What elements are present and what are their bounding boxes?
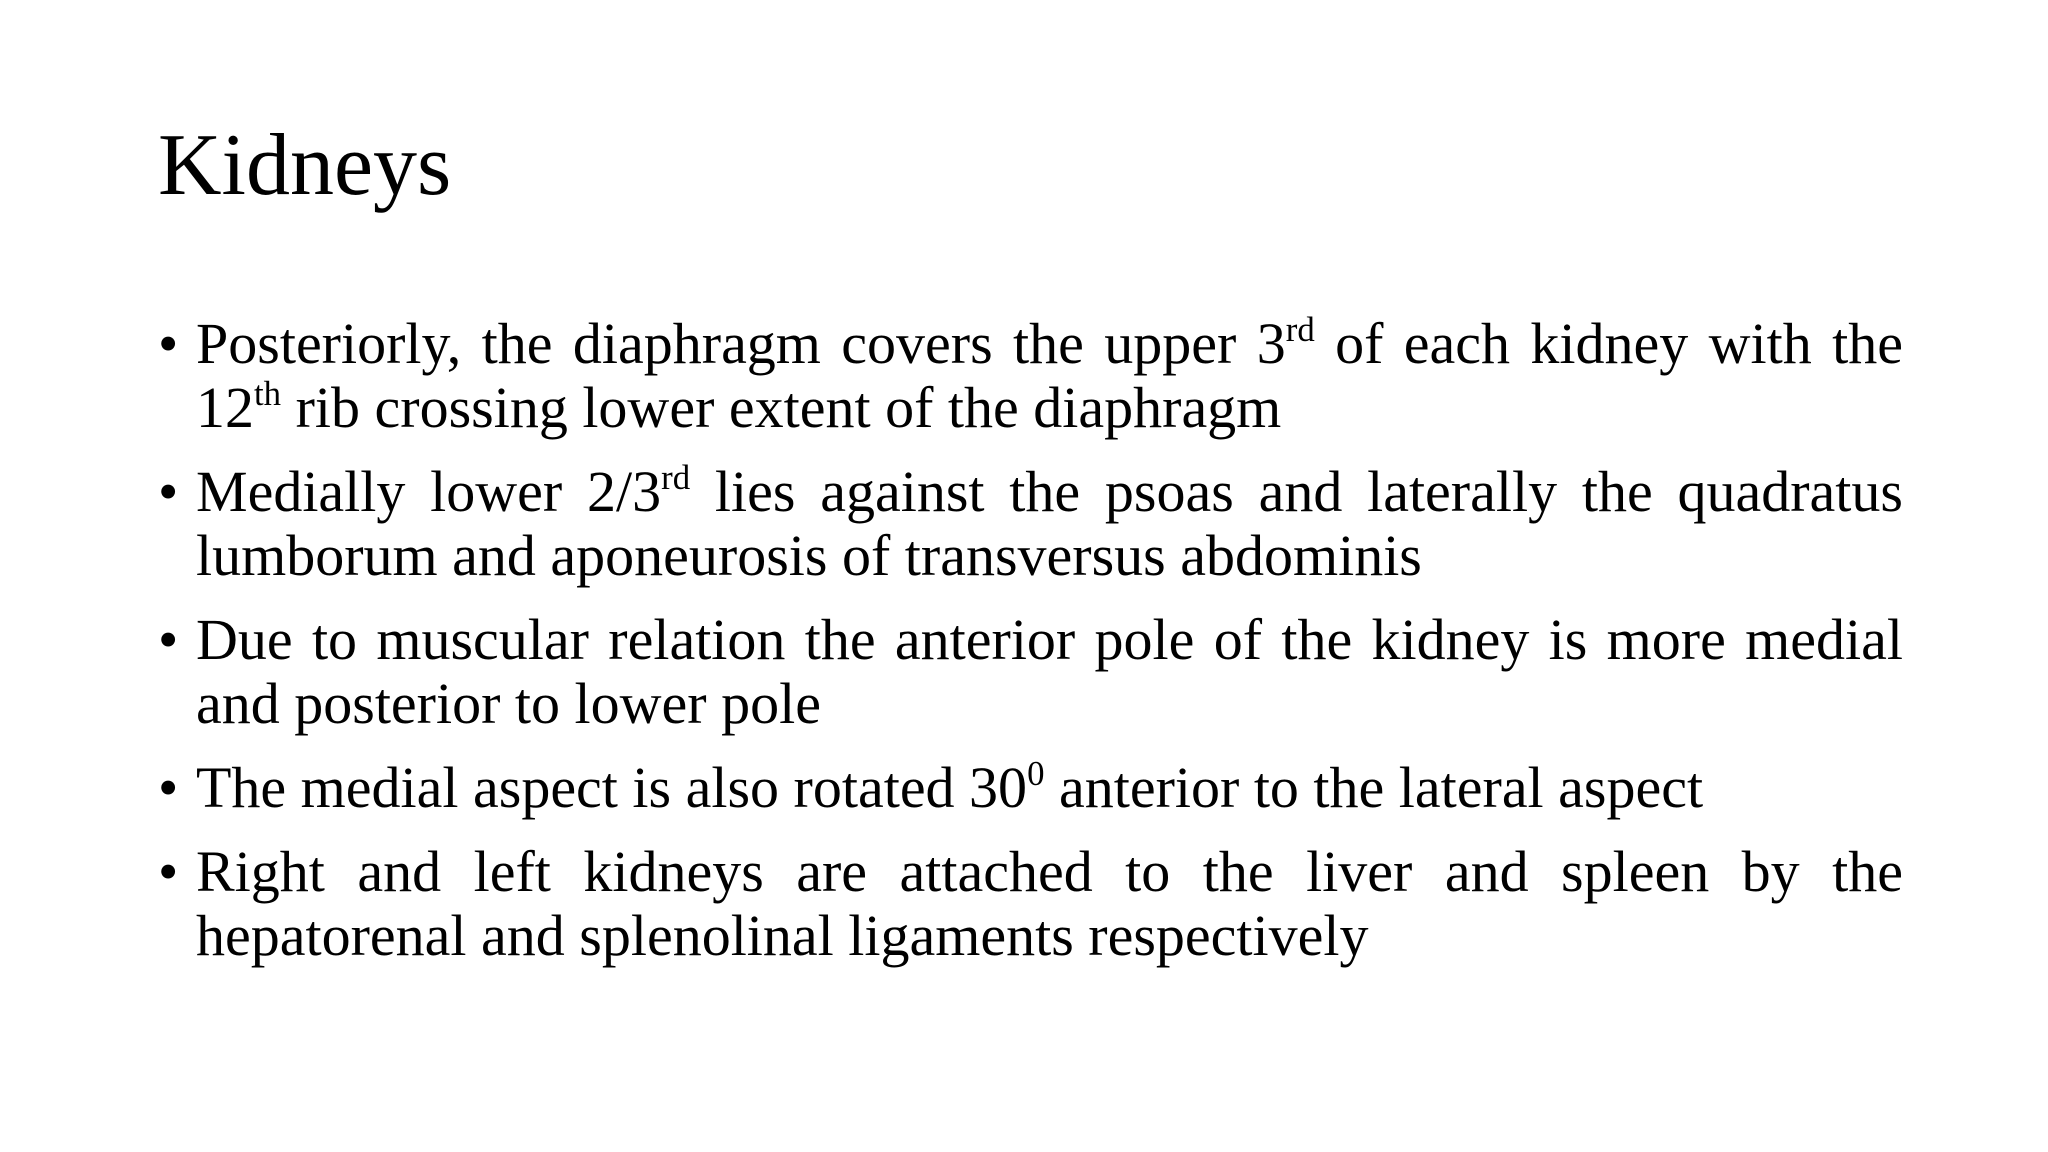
slide-title: Kidneys <box>158 117 452 214</box>
bullet-item <box>158 753 1903 820</box>
superscript: rd <box>1285 309 1315 349</box>
bullet-text-segment: The medial aspect is also rotated 30 <box>196 755 1028 820</box>
bullet-item <box>158 608 1903 736</box>
bullet-item <box>158 309 1904 440</box>
bullet-text-segment: of each kidney with the 12 <box>196 311 1904 440</box>
bullet-text-segment: Due to muscular relation the anterior pole of the kidney is more medial and posterior to lower pole <box>196 607 1903 736</box>
bullet-text-segment: Posteriorly, the diaphragm covers the upper 3 <box>196 311 1286 376</box>
bullet-text-segment: anterior to the lateral aspect <box>1044 755 1704 820</box>
bullet-text-segment: rib crossing lower extent of the diaphragm <box>281 375 1282 440</box>
superscript: 0 <box>1027 753 1045 793</box>
superscript: rd <box>661 457 691 497</box>
bullet-list <box>158 309 1904 988</box>
bullet-text-segment: Right and left kidneys are attached to the liver and spleen by the hepatorenal and splenolinal ligaments respectively <box>196 839 1903 968</box>
bullet-marker: • <box>158 839 179 904</box>
bullet-item <box>158 840 1903 968</box>
bullet-marker: • <box>158 607 179 672</box>
bullet-marker: • <box>158 755 179 820</box>
superscript: th <box>254 373 282 413</box>
bullet-marker: • <box>158 459 179 524</box>
bullet-text-segment: lies against the psoas and laterally the quadratus lumborum and aponeurosis of transversus abdominis <box>196 459 1903 588</box>
bullet-marker: • <box>158 311 179 376</box>
bullet-text-segment: Medially lower 2/3 <box>196 459 662 524</box>
bullet-item <box>158 457 1903 588</box>
